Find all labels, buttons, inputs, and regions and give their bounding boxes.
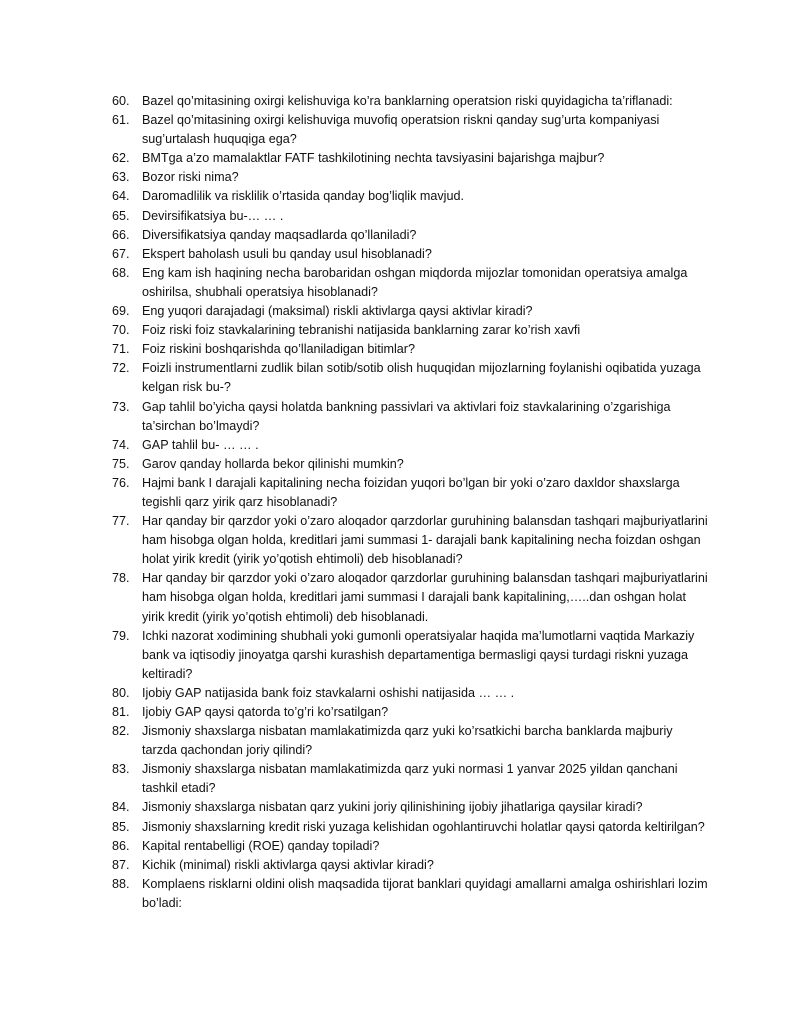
item-text: Komplaens risklarni oldini olish maqsadida tijorat banklari quyidagi amallarni amalga oshirishlari lozim bo’ladi: — [142, 876, 708, 910]
item-text: Bazel qo’mitasining oxirgi kelishuviga ko’ra banklarning operatsion riski quyidagicha ta’riflanadi: — [142, 94, 673, 108]
list-item — [112, 684, 708, 703]
item-text: GAP tahlil bu- … … . — [142, 437, 259, 452]
item-text: Jismoniy shaxslarning kredit riski yuzaga kelishidan ogohlantiruvchi holatlar qaysi qatorda keltirilgan? — [142, 819, 705, 834]
item-text: Ekspert baholash usuli bu qanday usul hisoblanadi? — [142, 246, 432, 261]
item-text: Jismoniy shaxslarga nisbatan mamlakatimizda qarz yuki normasi 1 yanvar 2025 yildan qanchani tashkil etadi? — [142, 762, 678, 796]
list-item — [112, 168, 708, 187]
item-text: Bazel qo’mitasining oxirgi kelishuviga muvofiq operatsion riskni qanday sug’urta kompaniyasi sug’urtalash huquqiga ega? — [142, 113, 660, 147]
item-text: Eng yuqori darajadagi (maksimal) riskli aktivlarga qaysi aktivlar kiradi? — [142, 304, 533, 319]
item-number: 79. — [112, 628, 130, 643]
list-item — [112, 207, 708, 226]
item-text: Jismoniy shaxslarga nisbatan qarz yukini joriy qilinishining ijobiy jihatlariga qaysilar kiradi? — [142, 800, 643, 815]
list-item — [112, 856, 708, 875]
item-number: 66. — [112, 227, 130, 242]
list-item — [112, 760, 708, 798]
item-text: Ijobiy GAP qaysi qatorda to’g’ri ko’rsatilgan? — [142, 705, 389, 719]
item-text: Devirsifikatsiya bu-… … . — [142, 208, 284, 223]
list-item — [112, 92, 708, 111]
item-text: Ijobiy GAP natijasida bank foiz stavkalarni oshishi natijasida … … . — [142, 685, 515, 700]
item-text: Foizli instrumentlarni zudlik bilan sotib/sotib olish huquqidan mijozlarning foylanishi oqibatida yuzaga kelgan risk bu-? — [142, 361, 701, 395]
item-number: 64. — [112, 189, 130, 204]
item-number: 82. — [112, 724, 130, 739]
item-text: Ichki nazorat xodimining shubhali yoki gumonli operatsiyalar haqida ma’lumotlarni vaqtida Markaziy bank va iqtisodiy jinoyatga qarshi kurashish departamentiga bermasligi qaysi turdagi riskni yuzaga keltiradi? — [142, 628, 695, 681]
item-text: Jismoniy shaxslarga nisbatan mamlakatimizda qarz yuki ko’rsatkichi barcha banklarda majburiy tarzda qachondan joriy qilindi? — [142, 724, 673, 758]
list-item — [112, 398, 708, 436]
item-text: Daromadlilik va risklilik o’rtasida qanday bog’liqlik mavjud. — [142, 189, 464, 204]
item-number: 77. — [112, 514, 130, 529]
list-item — [112, 264, 708, 302]
item-number: 85. — [112, 819, 130, 834]
list-item — [112, 359, 708, 397]
list-item — [112, 245, 708, 264]
item-number: 83. — [112, 762, 130, 777]
list-item — [112, 111, 708, 149]
item-text: Gap tahlil bo’yicha qaysi holatda bankning passivlari va aktivlari foiz stavkalarining o’zgarishiga ta’sirchan bo’lmaydi? — [142, 399, 671, 433]
item-number: 86. — [112, 838, 130, 853]
item-text: Bozor riski nima? — [142, 170, 239, 185]
list-item — [112, 627, 708, 684]
item-text: Har qanday bir qarzdor yoki o’zaro aloqador qarzdorlar guruhining balansdan tashqari majburiyatlarini ham hisobga olgan holda, kreditlari jami summasi I darajali bank kapitalining,…..dan oshgan holat yirik kredit (yirik yo’qotish ehtimoli) deb hisoblanadi. — [142, 571, 708, 624]
list-item — [112, 321, 708, 340]
item-number: 88. — [112, 876, 130, 891]
item-number: 71. — [112, 342, 130, 357]
item-text: Kichik (minimal) riskli aktivlarga qaysi aktivlar kiradi? — [142, 857, 434, 872]
list-item — [112, 340, 708, 359]
item-number: 76. — [112, 475, 130, 490]
item-text: Eng kam ish haqining necha barobaridan oshgan miqdorda mijozlar tomonidan operatsiya amalga oshirilsa, shubhali operatsiya hisoblanadi? — [142, 265, 688, 299]
item-number: 74. — [112, 437, 130, 452]
list-item — [112, 875, 708, 913]
list-item — [112, 818, 708, 837]
question-list — [112, 92, 708, 913]
list-item — [112, 436, 708, 455]
item-number: 84. — [112, 800, 130, 815]
list-item — [112, 302, 708, 321]
item-text: Foiz riskini boshqarishda qo’llaniladigan bitimlar? — [142, 342, 416, 357]
list-item — [112, 837, 708, 856]
item-text: Foiz riski foiz stavkalarining tebranishi natijasida banklarning zarar ko’rish xavfi — [142, 323, 581, 338]
item-text: BMTga a’zo mamalaktlar FATF tashkilotining nechta tavsiyasini bajarishga majbur? — [142, 151, 605, 166]
list-item — [112, 149, 708, 168]
item-number: 70. — [112, 323, 130, 338]
list-item — [112, 226, 708, 245]
item-text: Kapital rentabelligi (ROE) qanday topiladi? — [142, 838, 380, 853]
item-number: 60. — [112, 94, 130, 108]
list-item — [112, 722, 708, 760]
item-text: Diversifikatsiya qanday maqsadlarda qo’llaniladi? — [142, 227, 417, 242]
item-number: 78. — [112, 571, 130, 586]
item-number: 75. — [112, 456, 130, 471]
list-item — [112, 455, 708, 474]
list-item — [112, 703, 708, 722]
item-text: Hajmi bank I darajali kapitalining necha foizidan yuqori bo’lgan bir yoki o’zaro daxldor shaxslarga tegishli qarz yirik qarz hisoblanadi? — [142, 475, 680, 509]
item-number: 80. — [112, 685, 130, 700]
item-number: 72. — [112, 361, 130, 376]
item-number: 65. — [112, 208, 130, 223]
list-item — [112, 569, 708, 626]
item-number: 81. — [112, 705, 130, 719]
item-number: 62. — [112, 151, 130, 166]
item-number: 61. — [112, 113, 130, 128]
item-text: Har qanday bir qarzdor yoki o’zaro aloqador qarzdorlar guruhining balansdan tashqari majburiyatlarini ham hisobga olgan holda, kreditlari jami summasi 1- darajali bank kapitalining necha foizdan oshgan holat yirik kredit (yirik yo’qotish ehtimoli) deb hisoblanadi? — [142, 514, 708, 567]
list-item — [112, 474, 708, 512]
list-item — [112, 187, 708, 206]
item-number: 63. — [112, 170, 130, 185]
list-item — [112, 512, 708, 569]
item-number: 87. — [112, 857, 130, 872]
item-number: 69. — [112, 304, 130, 319]
item-number: 73. — [112, 399, 130, 414]
item-number: 67. — [112, 246, 130, 261]
list-item — [112, 798, 708, 817]
item-text: Garov qanday hollarda bekor qilinishi mumkin? — [142, 456, 404, 471]
item-number: 68. — [112, 265, 130, 280]
